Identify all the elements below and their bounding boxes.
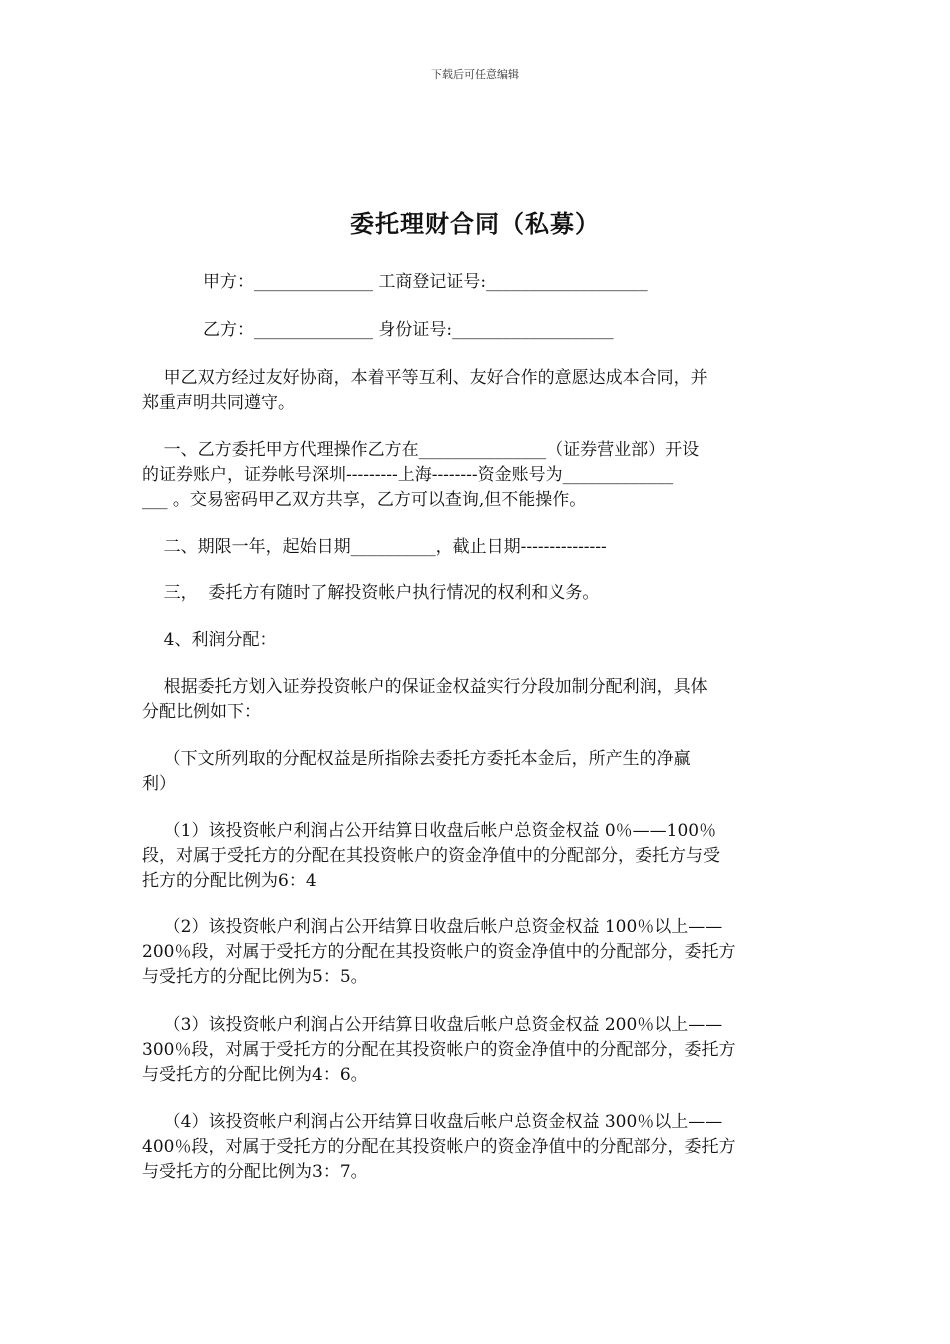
- document-title: 委托理财合同（私募）: [350, 209, 600, 238]
- body-line: ___ 。交易密码甲乙双方共享，乙方可以查询,但不能操作。: [142, 490, 587, 510]
- party-a-line: 甲方：______________ 工商登记证号:___________________: [203, 272, 648, 292]
- body-line: （1）该投资帐户利润占公开结算日收盘后帐户总资金权益 0％——100％: [142, 821, 717, 841]
- body-line: 与受托方的分配比例为3：7。: [142, 1162, 368, 1182]
- body-line: （下文所列取的分配权益是所指除去委托方委托本金后，所产生的净赢: [142, 749, 691, 769]
- body-line: 200％段，对属于受托方的分配在其投资帐户的资金净值中的分配部分，委托方: [142, 942, 736, 962]
- body-line: （3）该投资帐户利润占公开结算日收盘后帐户总资金权益 200％以上——: [142, 1015, 723, 1035]
- party-b-line: 乙方：______________ 身份证号:___________________: [203, 320, 614, 340]
- body-line: 400％段，对属于受托方的分配在其投资帐户的资金净值中的分配部分，委托方: [142, 1137, 736, 1157]
- body-line: 段，对属于受托方的分配在其投资帐户的资金净值中的分配部分，委托方与受: [142, 846, 720, 866]
- body-line: 分配比例如下：: [142, 702, 261, 722]
- body-line: 郑重声明共同遵守。: [142, 393, 295, 413]
- body-line: 4、利润分配：: [142, 630, 277, 650]
- body-line: 托方的分配比例为6：4: [142, 871, 317, 891]
- body-line: 根据委托方划入证券投资帐户的保证金权益实行分段加制分配利润，具体: [142, 677, 708, 697]
- body-line: 300％段，对属于受托方的分配在其投资帐户的资金净值中的分配部分，委托方: [142, 1040, 736, 1060]
- body-line: 与受托方的分配比例为5：5。: [142, 967, 368, 987]
- body-line: 一、乙方委托甲方代理操作乙方在_______________（证券营业部）开设: [142, 440, 700, 460]
- body-line: （2）该投资帐户利润占公开结算日收盘后帐户总资金权益 100％以上——: [142, 917, 723, 937]
- body-line: 利）: [142, 774, 176, 794]
- body-line: （4）该投资帐户利润占公开结算日收盘后帐户总资金权益 300％以上——: [142, 1112, 723, 1132]
- body-line: 与受托方的分配比例为4：6。: [142, 1065, 368, 1085]
- body-line: 三， 委托方有随时了解投资帐户执行情况的权利和义务。: [142, 583, 600, 603]
- header-note: 下载后可任意编辑: [431, 68, 519, 81]
- body-line: 的证券账户，证券帐号深圳---------上海--------资金账号为_____________: [142, 465, 674, 485]
- body-line: 二、期限一年，起始日期__________，截止日期---------------: [142, 537, 607, 557]
- body-line: 甲乙双方经过友好协商，本着平等互利、友好合作的意愿达成本合同，并: [142, 368, 708, 388]
